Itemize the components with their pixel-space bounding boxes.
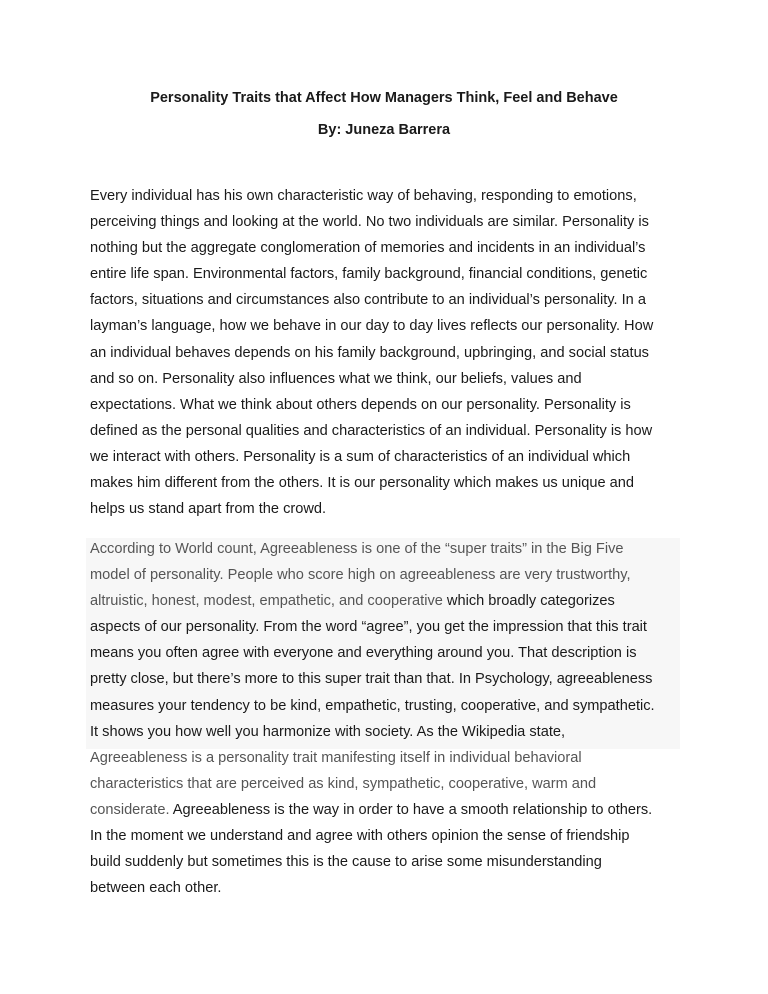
- text-line: model of personality. People who score high on agreeableness are very trustworthy,: [90, 567, 631, 584]
- document-author: By: Juneza Barrera: [317, 122, 451, 138]
- text-line: Every individual has his own characteristic way of behaving, responding to emotions,: [90, 188, 637, 204]
- text-line: aspects of our personality. From the word “agree”, you get the impression that this trait: [90, 619, 647, 636]
- text-line: It shows you how well you harmonize with society. As the Wikipedia state,: [90, 723, 566, 740]
- text-line: According to World count, Agreeableness is one of the “super traits” in the Big Five: [90, 541, 624, 557]
- text-line: Agreeableness is a personality trait manifesting itself in individual behavioral: [90, 749, 582, 766]
- text-line: measures your tendency to be kind, empathetic, trusting, cooperative, and sympathetic.: [90, 697, 655, 714]
- text-segment: Agreeableness is the way in order to have a smooth relationship to others.: [169, 801, 653, 818]
- paragraph-agreeableness: [90, 536, 690, 901]
- text-line: characteristics that are perceived as kind, sympathetic, cooperative, warm and: [90, 775, 597, 792]
- text-line: In the moment we understand and agree with others opinion the sense of friendship: [90, 828, 630, 845]
- text-line: perceiving things and looking at the world. No two individuals are similar. Personality is: [90, 214, 649, 231]
- text-line: an individual behaves depends on his family background, upbringing, and social status: [90, 344, 649, 361]
- text-segment: which broadly categorizes: [442, 593, 615, 610]
- text-line: [90, 588, 690, 614]
- quoted-text: altruistic, honest, modest, empathetic, and cooperative: [90, 593, 443, 610]
- text-line: entire life span. Environmental factors, family background, financial conditions, genetic: [90, 266, 648, 283]
- text-line: between each other.: [90, 880, 222, 897]
- text-line: factors, situations and circumstances also contribute to an individual’s personality. In a: [90, 292, 646, 309]
- text-line: expectations. What we think about others depends on our personality. Personality is: [90, 396, 631, 413]
- text-line: makes him different from the others. It is our personality which makes us unique and: [90, 475, 635, 492]
- document-title: Personality Traits that Affect How Managers Think, Feel and Behave: [150, 90, 618, 106]
- text-line: build suddenly but sometimes this is the cause to arise some misunderstanding: [90, 854, 602, 871]
- text-line: helps us stand apart from the crowd.: [90, 501, 327, 518]
- text-line: we interact with others. Personality is a sum of characteristics of an individual which: [90, 448, 631, 465]
- text-line: means you often agree with everyone and everything around you. That description is: [90, 645, 637, 662]
- quoted-text: considerate.: [90, 801, 170, 818]
- text-line: [90, 797, 690, 823]
- text-line: pretty close, but there’s more to this super trait than that. In Psychology, agreeableness: [90, 671, 653, 688]
- paragraph-intro: [90, 183, 690, 522]
- text-line: layman’s language, how we behave in our day to day lives reflects our personality. How: [90, 318, 654, 335]
- text-line: and so on. Personality also influences what we think, our beliefs, values and: [90, 370, 582, 387]
- text-line: nothing but the aggregate conglomeration of memories and incidents in an individual’s: [90, 240, 646, 257]
- text-line: defined as the personal qualities and characteristics of an individual. Personality is how: [90, 422, 653, 439]
